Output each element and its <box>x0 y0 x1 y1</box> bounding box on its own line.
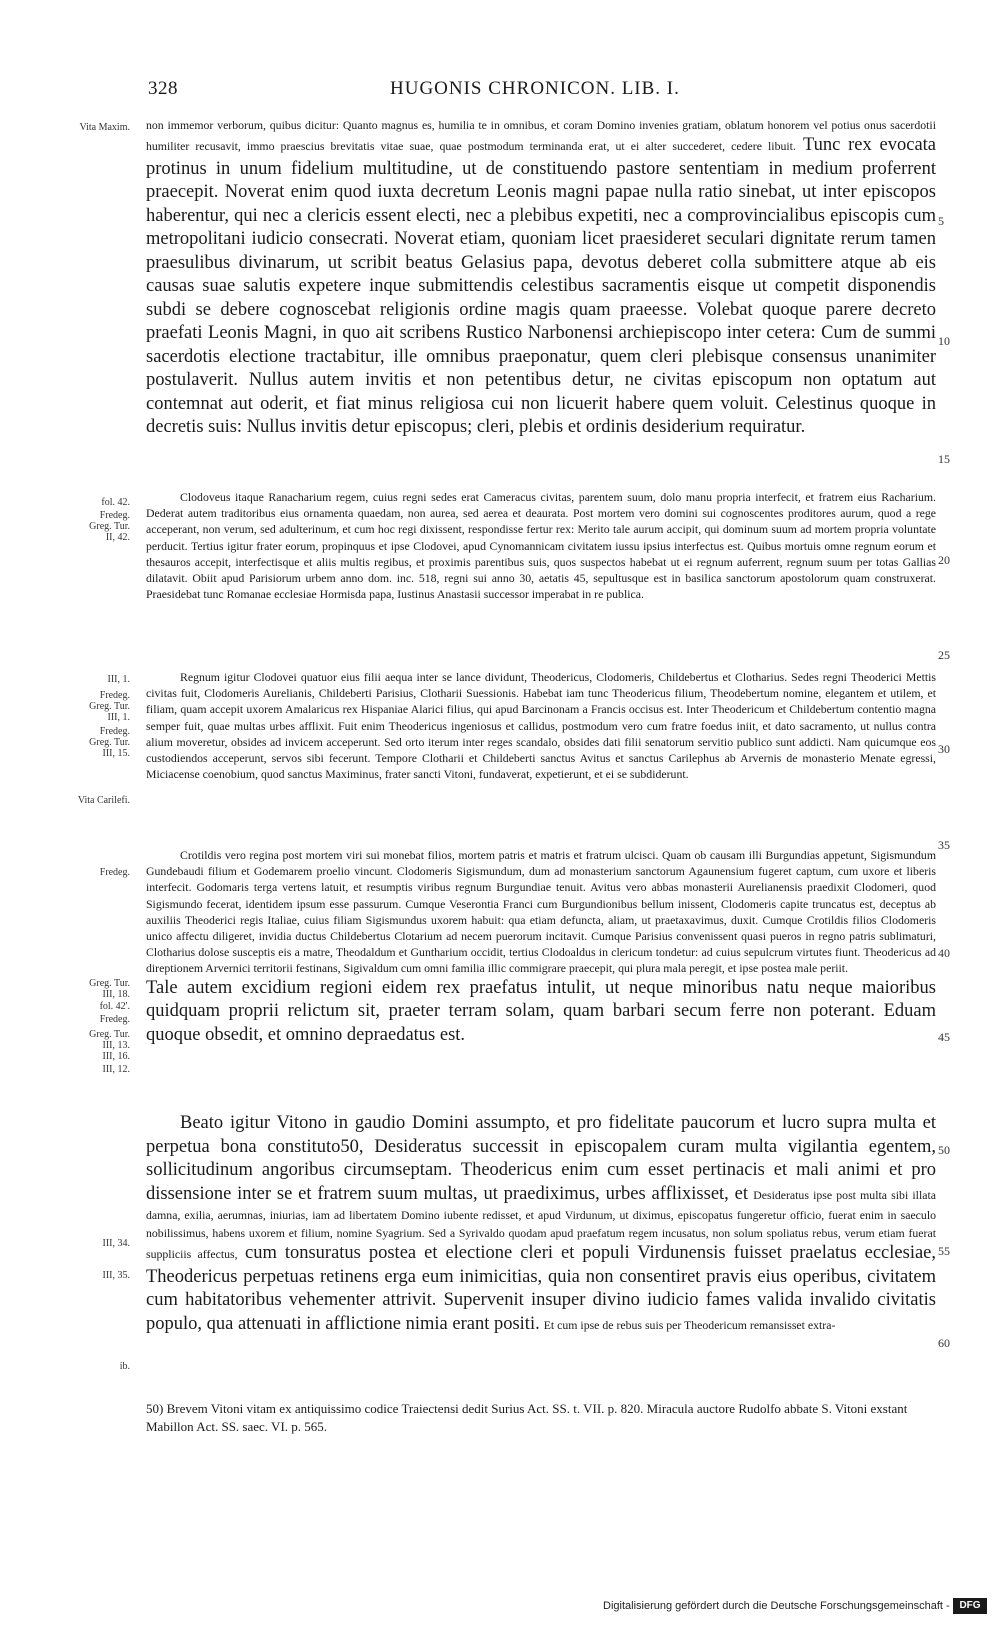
main-text <box>146 116 936 440</box>
margin-note: ib. <box>119 1361 130 1372</box>
margin-note: III, 35. <box>102 1270 130 1281</box>
margin-note: Greg. Tur. <box>89 1029 130 1040</box>
margin-note: III, 1. <box>107 712 130 723</box>
text-block-small: Clodoveus itaque Ranacharium regem, cuius regni sedes erat Cameracus civitas, parentem suum, dolo manu propria interfecit, et fratrem eius Racharium. Dederat autem traditoribus eius ornamenta quaedam, non aurea, sed aerea et deaurata. Post mortem vero domini sui cognoscentes proditores aurum, quod a rege acceperant, non verum, sed adulterinum, et cum hoc regi dixissent, respondisse fertur rex: Merito tale aurum accipit, qui dominum suum ad mortem propria voluntate perducit. Tertius igitur frater eorum, propinquus et ipse Clodovei, apud Cynomannicam civitatem iussu ipsius interfectus est. Quibus mortuis omne regnum eorum et thesauros accepit, interfectisque et aliis multis regibus, et proximis parentibus suis, quos suspectos habebat ut ei regnum auferrent, regnum suum per totas Gallias dilatavit. Obiit apud Parisiorum urbem anno dom. inc. 518, regni sui anno 30, aetatis 45, sepultusque est in basilica sanctorum apostolorum quam construxerat. Praesidebat tunc Romanae ecclesiae Hormisda papa, Iustinus Anastasii successor imperabat in re publica. <box>146 490 936 602</box>
margin-note: III, 34. <box>102 1238 130 1249</box>
margin-note: III, 18. <box>102 989 130 1000</box>
margin-note: III, 1. <box>107 674 130 685</box>
line-number: 10 <box>938 334 950 348</box>
line-number: 60 <box>938 1336 950 1350</box>
margin-note: Fredeg. <box>99 690 130 701</box>
margin-note: III, 13. <box>102 1040 130 1051</box>
line-number: 45 <box>938 1030 950 1044</box>
line-number: 20 <box>938 553 950 567</box>
main-text <box>146 847 936 1047</box>
digitization-credit: Digitalisierung gefördert durch die Deutsche Forschungsgemeinschaft - <box>603 1600 950 1612</box>
dfg-logo: DFG <box>953 1598 987 1614</box>
line-number: 35 <box>938 838 950 852</box>
margin-note: Vita Maxim. <box>79 122 130 133</box>
text-block-small: Regnum igitur Clodovei quatuor eius filii aequa inter se lance dividunt, Theodericus, Clodomeris, Childebertus et Clotharius. Sedes regni Theoderici Mettis civitas fuit, Clodomeris Aurelianis, Childeberti Parisius, Clotharii Suessionis. Habebat iam tunc Theodericus filium, Theodebertum nomine, elegantem et utilem, et filiam, quam accepit uxorem Amalaricus rex Hispaniae Alarici filius, qui apud Barcinonam a Francis occisus est. Inter Theodericum et Childebertum contentio magna semper fuit, quae multas urbes afflixit. Fuit enim Theodericus ingeniosus et callidus, postmodum vero cum fratre foedus iniit, et dato sacramento, ut nullus contra alium moveretur, obsides ad invicem acceperunt. Sed orto iterum inter reges scandalo, obsides dati filii senatorum servitio publico sunt addicti. Nam quicumque eos custodiendos acceperunt, servos sibi fecerunt. Tempore Clotharii et Childeberti sanctus Avitus et sanctus Carilephus ab Arvernis de monasterio Menate egressi, Miciacense coenobium, quod sanctus Maximinus, frater sancti Vitoni, fundaverat, expetierunt, et ei se subdiderunt. <box>146 670 936 782</box>
margin-note: fol. 42. <box>101 497 130 508</box>
line-number: 15 <box>938 452 950 466</box>
margin-note: III, 15. <box>102 748 130 759</box>
margin-note: Greg. Tur. <box>89 978 130 989</box>
line-number: 55 <box>938 1244 950 1258</box>
margin-note: III, 16. <box>102 1051 130 1062</box>
margin-note: Greg. Tur. <box>89 521 130 532</box>
margin-note: Fredeg. <box>99 1014 130 1025</box>
line-number: 30 <box>938 742 950 756</box>
text-block-large: Tale autem excidium regioni eidem rex praefatus intulit, ut neque minoribus natu neque maioribus quidquam proprii relictum sit, praeter terram solam, quam barbari secum ferre non poterant. Eduam quoque obsedit, et omnino depraedatus est. <box>146 977 936 1045</box>
text-block-large: Beato igitur Vitono in gaudio Domini assumpto, et pro fidelitate paucorum et lucro supra multa et perpetua bona constituto50, Desideratus successit in episcopalem curam multa vigilantia egentem, sollicitudinum angoribus circumseptam. Theodericus enim cum esset pertinacis et mali animi et pro dissensione inter se et fratrem suum multas, ut praediximus, urbes afflixisset, et <box>146 1113 936 1204</box>
main-text <box>146 1112 936 1336</box>
footnote: 50) Brevem Vitoni vitam ex antiquissimo codice Traiectensi dedit Surius Act. SS. t. VII. p. 820. Miracula auctore Rudolfo abbate S. Vitoni exstant Mabillon Act. SS. saec. VI. p. 565. <box>146 1401 908 1434</box>
line-number: 25 <box>938 648 950 662</box>
running-title: HUGONIS CHRONICON. LIB. I. <box>390 78 680 99</box>
text-block-small: Et cum ipse de rebus suis per Theodericum remansisset extra- <box>543 1317 836 1332</box>
line-number: 50 <box>938 1143 950 1157</box>
margin-note: II, 42. <box>105 532 130 543</box>
text-block-small: non immemor verborum, quibus dicitur: Quanto magnus es, humilia te in omnibus, et coram Domino invenies gratiam, oblatum honorem vel potius onus sacerdotii humiliter recusavit, immo praescius brevitatis vitae suae, quae postmodum terminanda erat, ut ei alter succederet, cedere libuit. <box>146 118 936 153</box>
margin-note: Greg. Tur. <box>89 737 130 748</box>
line-number: 5 <box>938 214 944 228</box>
text-block-small: Crotildis vero regina post mortem viri sui monebat filios, mortem patris et matris et fratrum ulcisci. Quam ob causam illi Burgundias appetunt, Sigismundum Gundebaudi filium et Godemarem proelio vincunt. Clodomeris Sigismundum, dum ad monasterium sanctorum Agaunensium fugeret captum, cum uxore et liberis interfecit. Godomaris terga vertens latuit, et resumptis viribus regnum Burgundiae tenuit. Avitus vero abbas monasterii Aurelianensis praedixit Clodomeri, quod Sigismundo fecerat, identidem ipsum esse passurum. Cumque Veserontia Franci cum Burgundionibus bellum inissent, Clodomeris capite truncatus est, deceptus ab auxiliis Theoderici regis Italiae, cuius filiam Sigismundus uxorem habuit: qua etiam defuncta, aliam, ut praetaxavimus, duxit. Cumque Crotildis filios Clodomeris unico affectu diligeret, invidia ductus Childebertus Clotarium ad necem puerorum incitavit. Cumque Parisius convenissent quasi pueros in regno patris sublimaturi, Clotharius dolose susceptis eis a matre, Theodaldum et Guntharium occidit, tertius Clodoaldus in clericum tondetur: ad cuius sepulcrum virtutes fiunt. Theodericus ad direptionem Arvernici territorii festinans, Sigivaldum cum omni familia illic commigrare praecepit, qui plura mala peregit, et ipse postea male periit. <box>146 848 936 976</box>
page-number: 328 <box>148 78 178 99</box>
margin-note: Fredeg. <box>99 867 130 878</box>
margin-note: III, 12. <box>102 1064 130 1075</box>
margin-note: Fredeg. <box>99 726 130 737</box>
margin-note: fol. 42'. <box>99 1001 130 1012</box>
line-number: 40 <box>938 946 950 960</box>
margin-note: Greg. Tur. <box>89 701 130 712</box>
margin-note: Vita Carilefi. <box>77 795 130 806</box>
margin-note: Fredeg. <box>99 510 130 521</box>
text-block-large: Tunc rex evocata protinus in unum fidelium multitudine, ut de constituendo pastore sententiam in medium proferrent praecepit. Noverat enim quod iuxta decretum Leonis magni papae nulla ratio sinebat, ut inter episcopos haberentur, qui nec a clericis essent electi, nec a plebibus expetiti, nec a comprovincialibus episcopis cum metropolitani iudicio consecrati. Noverat etiam, quoniam licet praesideret seculari dignitate rerum tamen praesulibus divinarum, ut scribit beatus Gelasius papa, devotus deberet colla submittere atque ab eis causas suae salutis expetere inque submittendis celestibus sacramentis eisque ut competit disponendis subdi se debere cognoscebat religionis ordine magis quam praeesse. Volebat quoque parere decreto praefati Leonis Magni, in quo ait scribens Rustico Narbonensi archiepiscopo inter cetera: Cum de summi sacerdotis electione tractabitur, ille omnibus praeponatur, quem cleri plebisque consensus unanimiter postulaverit. Nullus autem invitis et non petentibus detur, ne civitas episcopum non optatum aut contemnat aut oderit, et fiat minus religiosa cui non licuerit habere quem voluit. Celestinus quoque in decretis suis: Nullus invitis detur episcopus; cleri, plebis et ordinis desiderium requiratur. <box>146 135 937 437</box>
text-block-small: Desideratus ipse post multa sibi illata damna, exilia, aerumnas, iniurias, iam ad libertatem Domino iubente redisset, et apud Virdunum, ut diximus, episcopatus fungeretur officio, fuerat enim in saeculo nobilissimus, habens uxorem et filium, nomine Syagrium. Sed a Syrivaldo quodam apud praefatum regem incusatus, non solum spoliatus rebus, verum etiam fuerat suppliciis affectus, <box>146 1187 936 1261</box>
text-block-large: cum tonsuratus postea et electione cleri et populi Virdunensis fuisset praelatus ecclesiae, Theodericus perpetuas retinens erga eum inimicitias, quia non consentiret pravis eius operibus, civitatem cum habitatoribus vehementer attrivit. Supervenit insuper divino iudicio fames valida invalido civitatis populo, qua attenuati in afflictione nimia erant positi. <box>146 1243 937 1334</box>
page-header <box>0 78 1000 108</box>
